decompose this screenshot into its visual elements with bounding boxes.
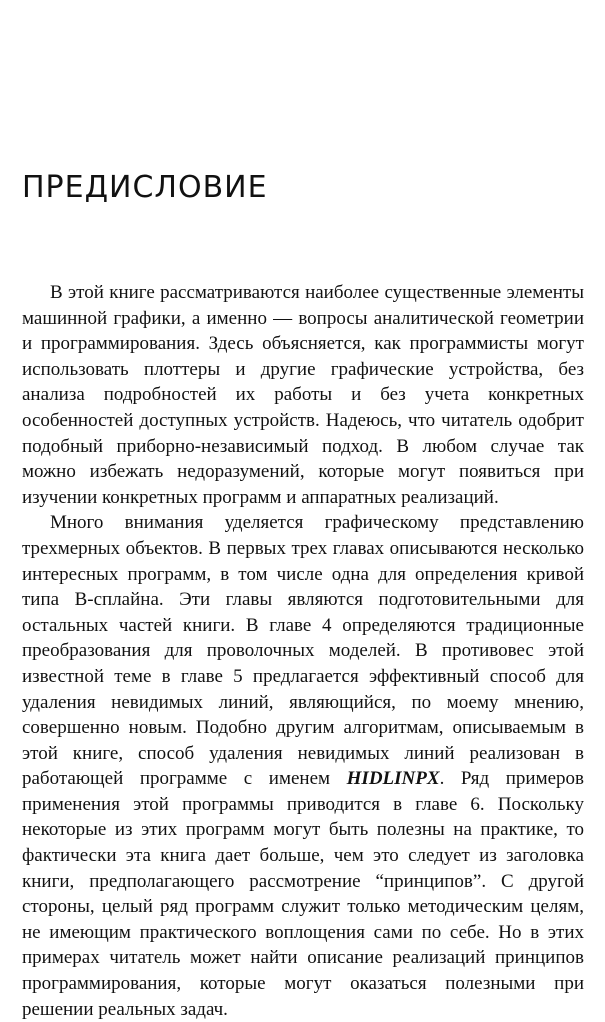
paragraph-2 xyxy=(22,510,584,1022)
program-name: HIDLINPX xyxy=(346,768,440,790)
paragraph-1: В этой книге рассматриваются наиболее существенные элементы машинной графики, а именно — вопросы аналитической геометрии и программирования. Здесь объясняется, как программисты могут использовать плоттеры и другие графические устройства, без анализа подробностей их работы и без учета конкретных особенностей доступных устройств. Надеюсь, что читатель одобрит подобный приборно-независимый подход. В любом случае так можно избежать недоразумений, которые могут появиться при изучении конкретных программ и аппаратных реализаций. xyxy=(22,282,584,508)
page-title: ПРЕДИСЛОВИЕ xyxy=(22,170,268,205)
preface-body xyxy=(22,280,584,1022)
paragraph-2-text-after: . Ряд примеров применения этой программы приводится в главе 6. Поскольку некоторые из этих программ могут быть полезны на практике, то фактически эта книга дает больше, чем это следует из заголовка книги, предполагающего рассмотрение “принципов”. С другой стороны, целый ряд программ служит только методическим целям, не имеющим практического воплощения сами по себе. Но в этих примерах читатель может найти описание реализаций принципов программирования, которые могут оказаться полезными при решении реальных задач. xyxy=(22,768,584,1020)
paragraph-2-text-before: Много внимания уделяется графическому представлению трехмерных объектов. В первых трех главах описываются несколько интересных программ, в том числе одна для определения кривой типа В-сплайна. Эти главы являются подготовительными для остальных частей книги. В главе 4 определяются традиционные преобразования для проволочных моделей. В противовес этой известной теме в главе 5 предлагается эффективный способ для удаления невидимых линий, являющийся, по моему мнению, совершенно новым. Подобно другим алгоритмам, описываемым в этой книге, способ удаления невидимых линий реализован в работающей программе с именем xyxy=(22,512,584,790)
